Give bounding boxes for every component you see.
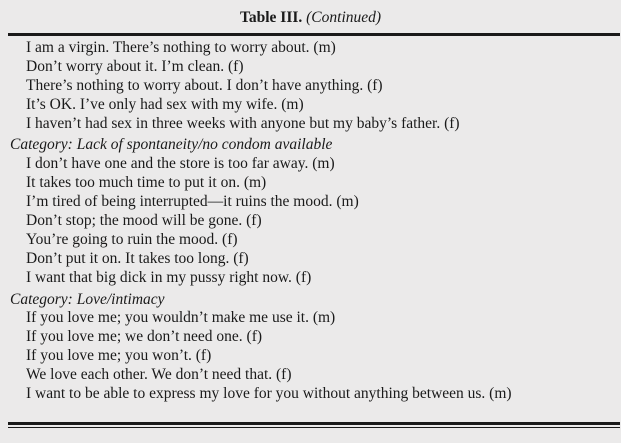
table-row: I want that big dick in my pussy right now. (f) [26,268,312,286]
table-section [8,39,618,133]
table-row: I don’t have one and the store is too far away. (m) [26,155,335,173]
table-section [8,136,618,287]
table-row: It’s OK. I’ve only had sex with my wife. (m) [26,95,304,113]
category-heading: Category: Lack of spontaneity/no condom available [10,136,333,154]
table-row: Don’t put it on. It takes too long. (f) [26,249,249,267]
table-row: I am a virgin. There’s nothing to worry about. (m) [26,39,336,56]
category-heading: Category: Love/intimacy [10,290,165,308]
table-row: It takes too much time to put it on. (m) [26,174,267,192]
table-label: Table III. [239,9,303,26]
table-row: There’s nothing to worry about. I don’t have anything. (f) [26,76,383,94]
table-caption [0,9,621,27]
table-row: I want to be able to express my love for you without anything between us. (m) [26,385,512,403]
table-row: If you love me; we don’t need one. (f) [26,328,263,346]
table-row: I’m tired of being interrupted—it ruins the mood. (m) [26,193,359,211]
table-row: Don’t worry about it. I’m clean. (f) [26,57,244,75]
table-continued-note: (Continued) [306,9,382,26]
table-row: Don’t stop; the mood will be gone. (f) [26,212,262,230]
table-body [8,39,618,404]
table-row: If you love me; you won’t. (f) [26,347,212,365]
table-bottom-thin-rule [8,427,620,428]
table-bottom-rule [8,422,620,425]
table-row: If you love me; you wouldn’t make me use it. (m) [26,309,336,327]
table-top-rule [8,33,620,36]
table-section [8,291,618,404]
table-row: We love each other. We don’t need that. (f) [26,366,292,384]
table-row: You’re going to ruin the mood. (f) [26,230,238,248]
table-row: I haven’t had sex in three weeks with anyone but my baby’s father. (f) [26,114,460,132]
